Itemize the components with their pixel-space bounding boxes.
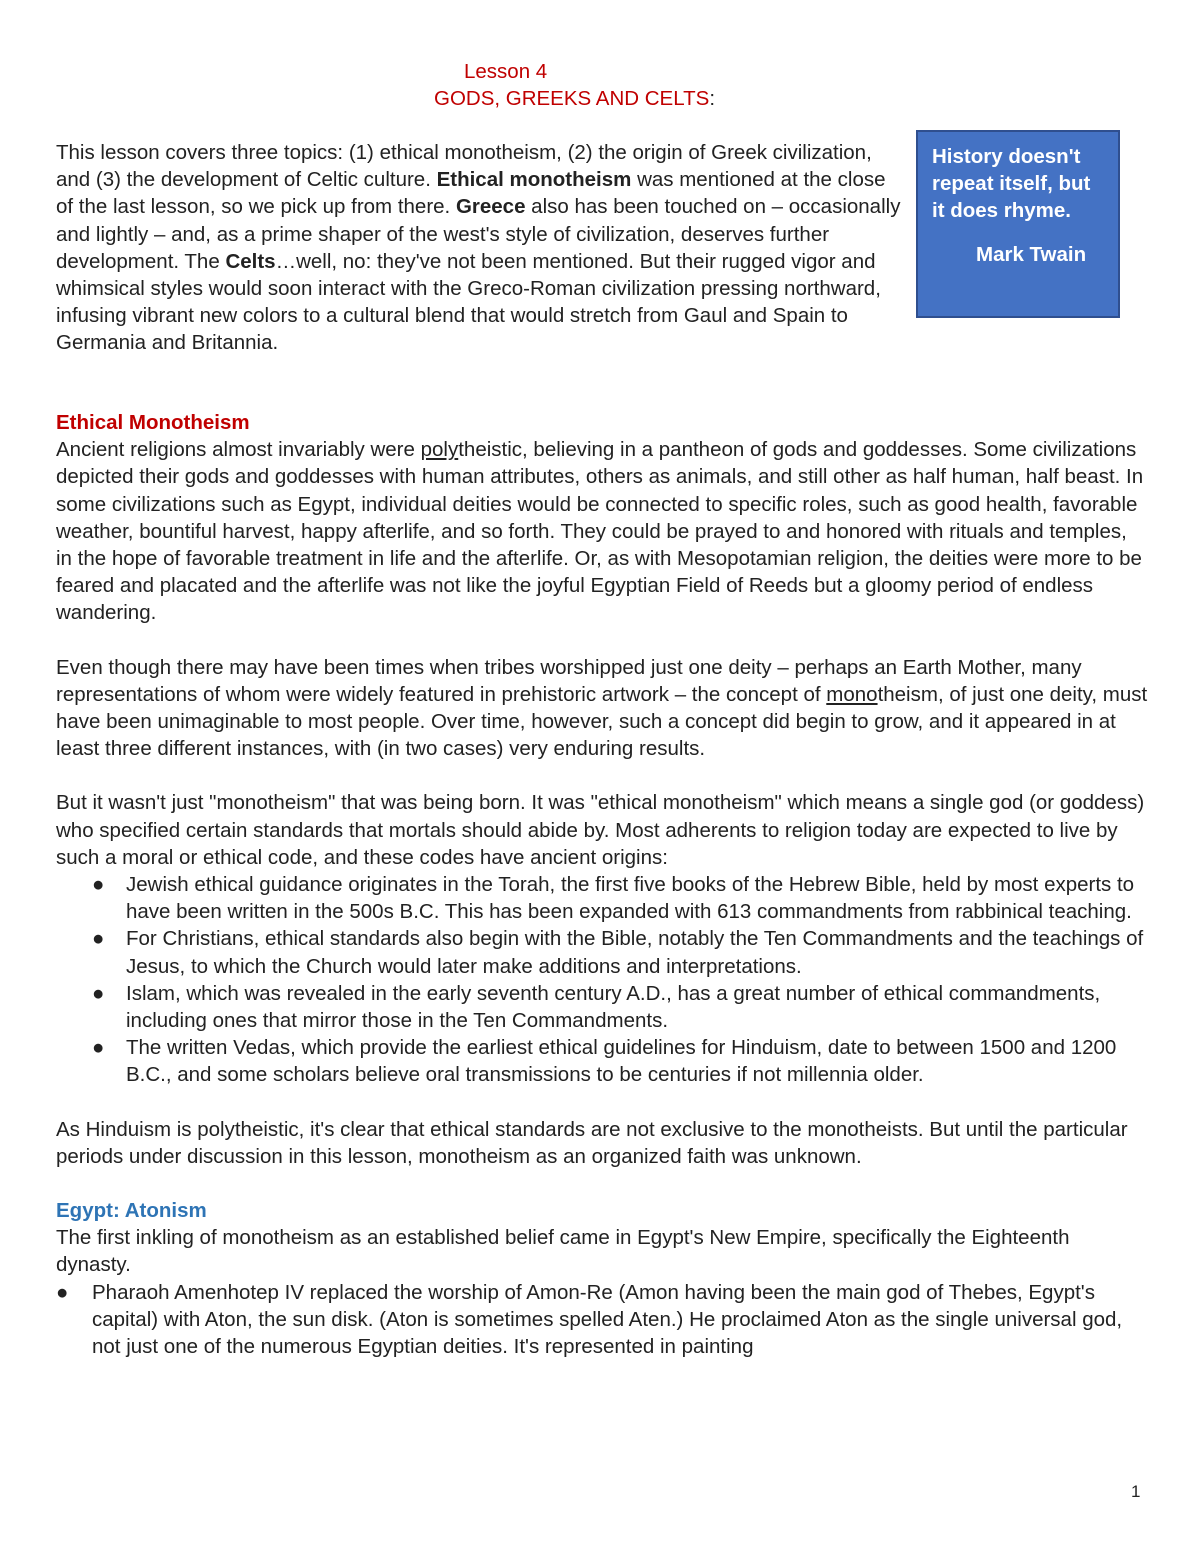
- list-item: [92, 980, 1148, 1034]
- main-content: [56, 409, 1148, 1360]
- quote-box: [916, 130, 1120, 318]
- egypt-bullet-list: [56, 1279, 1148, 1361]
- intro-text-3: also has been touched on – occasionally and lightly – and, as a prime shaper of the west's style of civilization, deserves further development. The: [56, 195, 901, 273]
- intro-bold-celts: Celts: [225, 249, 276, 273]
- bullet-icon: ●: [92, 873, 105, 897]
- ethical-p1-text: Ancient religions almost invariably were: [56, 438, 421, 462]
- ethical-p1-underlined: poly: [420, 438, 459, 462]
- intro-text-4: …well, no: they've not been mentioned. But their rugged vigor and whimsical styles would soon interact with the Greco-Roman civilization pressing northward, infusing vibrant new colors to a cultural blend that would stretch from Gaul and Spain to Germania and Britannia.: [56, 249, 881, 355]
- intro-bold-ethical: Ethical monotheism: [436, 168, 632, 192]
- ethical-paragraph-1: [56, 436, 1148, 626]
- intro-text-1: This lesson covers three topics: (1) ethical monotheism, (2) the origin of Greek civilization, and (3) the development of Celtic culture.: [56, 141, 872, 192]
- list-item-text: Pharaoh Amenhotep IV replaced the worship of Amon-Re (Amon having been the main god of Thebes, Egypt's capital) with Aton, the sun disk. (Aton is sometimes spelled Aten.) He proclaimed Aton as the single universal god, not just one of the numerous Egyptian deities. It's represented in painting: [92, 1280, 1123, 1359]
- list-item-text: Jewish ethical guidance originates in the Torah, the first five books of the Hebrew Bible, held by most experts to have been written in the 500s B.C. This has been expanded with 613 commandments from rabbinical teaching.: [126, 873, 1135, 924]
- quote-author: Mark Twain: [976, 242, 1087, 266]
- ethical-bullet-list: [92, 871, 1148, 1089]
- lesson-number: Lesson 4: [464, 60, 548, 83]
- bullet-icon: ●: [56, 1280, 69, 1304]
- ethical-paragraph-3: But it wasn't just "monotheism" that was being born. It was "ethical monotheism" which means a single god (or goddess) who specified certain standards that mortals should abide by. Most adherents to religion today are expected to live by such a moral or ethical code, and these codes have ancient origins:: [56, 791, 1145, 869]
- section-heading-ethical-monotheism: Ethical Monotheism: [56, 411, 250, 434]
- ethical-p1-text-2: theistic, believing in a pantheon of gods and goddesses. Some civilizations depicted their gods and goddesses with human attributes, others as animals, and still other as half human, half beast. In some civilizations such as Egypt, individual deities would be connected to specific roles, such as good health, favorable weather, bountiful harvest, happy afterlife, and so forth. They could be prayed to and honored with rituals and temples, in the hope of favorable treatment in life and the afterlife. Or, as with Mesopotamian religion, the deities were more to be feared and placated and the afterlife was not like the joyful Egyptian Field of Reeds but a gloomy period of endless wandering.: [56, 438, 1144, 625]
- list-item: [92, 1034, 1148, 1088]
- list-item-text: For Christians, ethical standards also begin with the Bible, notably the Ten Commandments and the teachings of Jesus, to which the Church would later make additions and interpretations.: [126, 927, 1144, 978]
- quote-text: History doesn't repeat itself, but it does rhyme.: [932, 145, 1091, 223]
- list-item-text: The written Vedas, which provide the earliest ethical guidelines for Hinduism, date to between 1500 and 1200 B.C., and some scholars believe oral transmissions to be centuries if not millennia older.: [126, 1036, 1117, 1087]
- intro-text-2: was mentioned at the close of the last lesson, so we pick up from there.: [56, 168, 886, 219]
- page-number: 1: [1131, 1482, 1141, 1501]
- ethical-p2-text-2: theism, of just one deity, must have been unimaginable to most people. Over time, however, such a concept did begin to grow, and it appeared in at least three different instances, with (in two cases) very enduring results.: [56, 682, 1148, 761]
- bullet-icon: ●: [92, 1036, 105, 1060]
- intro-bold-greece: Greece: [455, 195, 526, 219]
- lesson-title: [434, 85, 715, 112]
- bullet-icon: ●: [92, 981, 105, 1005]
- section-heading-egypt-atonism: Egypt: Atonism: [56, 1199, 207, 1223]
- list-item: [92, 871, 1148, 925]
- ethical-p2-text: Even though there may have been times when tribes worshipped just one deity – perhaps an Earth Mother, many representations of whom were widely featured in prehistoric artwork – the concept of: [56, 655, 1082, 706]
- list-item: [56, 1279, 1148, 1361]
- intro-paragraph: [56, 139, 906, 357]
- lesson-title-colon: :: [709, 87, 716, 110]
- list-item-text: Islam, which was revealed in the early seventh century A.D., has a great number of ethical commandments, including ones that mirror those in the Ten Commandments.: [126, 981, 1101, 1033]
- lesson-title-text: GODS, GREEKS AND CELTS: [434, 87, 710, 110]
- ethical-p2-underlined: mono: [826, 682, 878, 706]
- list-item: [92, 925, 1148, 979]
- ethical-paragraph-2: [56, 654, 1148, 763]
- egypt-paragraph-1: The first inkling of monotheism as an established belief came in Egypt's New Empire, specifically the Eighteenth dynasty.: [56, 1226, 1070, 1277]
- bullet-icon: ●: [92, 927, 105, 951]
- ethical-paragraph-4: As Hinduism is polytheistic, it's clear that ethical standards are not exclusive to the monotheists. But until the particular periods under discussion in this lesson, monotheism as an organized faith was unknown.: [56, 1117, 1128, 1168]
